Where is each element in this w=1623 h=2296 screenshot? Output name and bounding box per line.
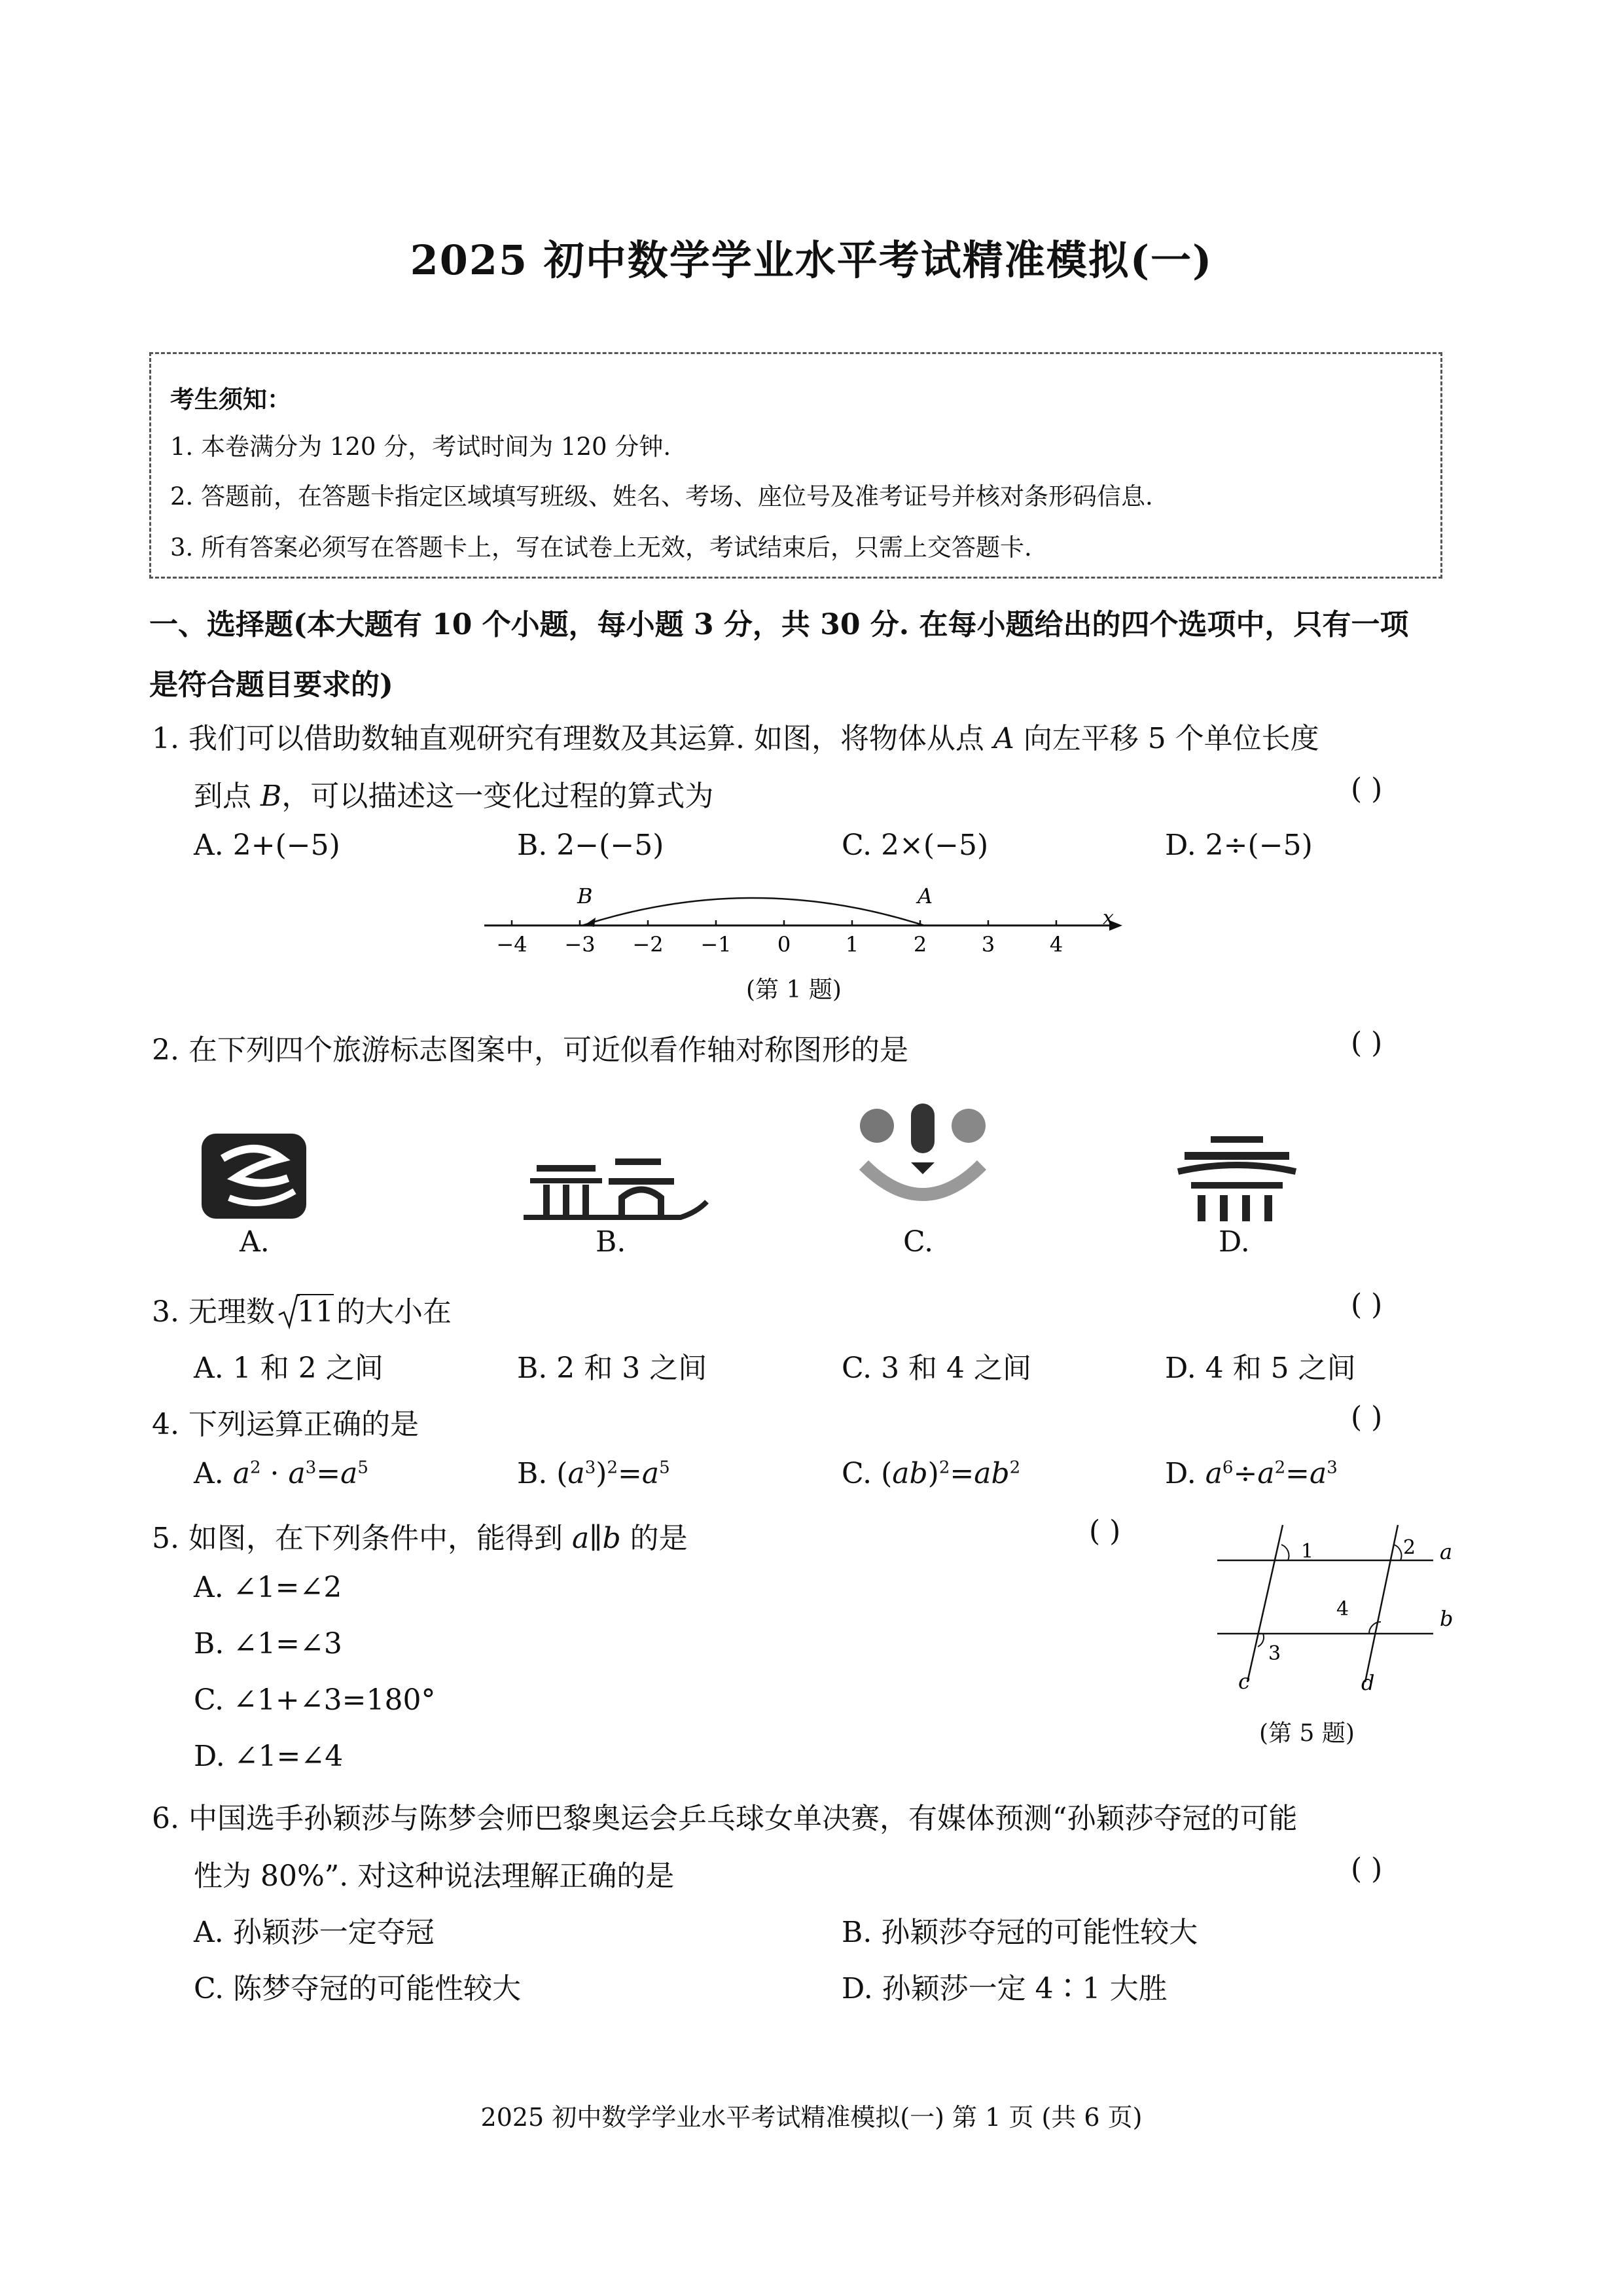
axis-tick-label: 1 <box>845 932 859 957</box>
logo-d-image <box>1165 1132 1309 1224</box>
notice-item: 1. 本卷满分为 120 分，考试时间为 120 分钟. <box>170 433 671 461</box>
q1-option-d: D. 2÷(−5) <box>1165 829 1313 862</box>
logo-c-image <box>838 1100 1008 1217</box>
q2-option-c: C. <box>903 1225 934 1259</box>
q6-option-b: B. 孙颖莎夺冠的可能性较大 <box>842 1916 1198 1949</box>
angle-4-label: 4 <box>1336 1598 1349 1621</box>
axis-tick-label: 4 <box>1049 932 1063 957</box>
arc-arrow-icon <box>584 918 596 927</box>
point-b-label: B <box>577 884 593 908</box>
answer-paren: ( ) <box>1351 1852 1383 1886</box>
angle-1-label: 1 <box>1301 1540 1314 1563</box>
q4-stem: 4. 下列运算正确的是 <box>152 1408 419 1441</box>
number-line-figure <box>471 877 1139 969</box>
axis-tick-label: −3 <box>564 932 596 957</box>
logo-a-image <box>196 1126 314 1224</box>
answer-paren: ( ) <box>1351 1026 1383 1060</box>
q1-stem: 到点 B，可以描述这一变化过程的算式为 <box>194 780 714 813</box>
q3-stem: 3. 无理数 11的大小在 <box>152 1295 452 1329</box>
q5-option-a: A. ∠1=∠2 <box>194 1571 342 1604</box>
q1-stem: 1. 我们可以借助数轴直观研究有理数及其运算. 如图，将物体从点 A 向左平移 5 个单位长度 <box>152 722 1319 755</box>
q3-option-d: D. 4 和 5 之间 <box>1165 1352 1356 1385</box>
q4-option-d: D. $a^6\div a^2=a^3$ <box>1165 1457 1338 1490</box>
page-title: 2025 初中数学学业水平考试精准模拟(一) <box>410 236 1213 284</box>
q2-option-a: A. <box>240 1225 270 1259</box>
point-a-label: A <box>918 884 933 908</box>
q4-option-a: A. $a^2 \cdot a^3=a^5$ <box>194 1457 368 1490</box>
q1-option-b: B. 2−(−5) <box>517 829 664 862</box>
axis-tick-label: −4 <box>496 932 527 957</box>
line-b-label: b <box>1440 1606 1454 1631</box>
axis-label: x <box>1103 906 1114 929</box>
q6-option-a: A. 孙颖莎一定夺冠 <box>194 1916 435 1949</box>
q5-option-b: B. ∠1=∠3 <box>194 1627 342 1660</box>
axis-tick-label: −1 <box>700 932 732 957</box>
q4-option-b: B. $(a^3)^2=a^5$ <box>517 1457 670 1490</box>
q5-stem: 5. 如图，在下列条件中，能得到 a∥b 的是 <box>152 1522 688 1555</box>
q2-stem: 2. 在下列四个旅游标志图案中，可近似看作轴对称图形的是 <box>152 1033 908 1067</box>
q3-option-a: A. 1 和 2 之间 <box>194 1352 383 1385</box>
translation-arc <box>582 898 924 925</box>
notice-item: 3. 所有答案必须写在答题卡上，写在试卷上无效，考试结束后，只需上交答题卡. <box>170 533 1032 562</box>
page-footer: 2025 初中数学学业水平考试精准模拟(一) 第 1 页 (共 6 页) <box>480 2103 1143 2132</box>
figure-caption: (第 1 题) <box>746 977 842 1003</box>
logo-b-image <box>517 1139 713 1224</box>
q3-option-c: C. 3 和 4 之间 <box>842 1352 1032 1385</box>
notice-heading: 考生须知： <box>170 385 291 414</box>
q3-radicand: 11 <box>296 1295 334 1329</box>
angle-3-label: 3 <box>1268 1642 1281 1665</box>
figure-caption: (第 5 题) <box>1259 1720 1355 1747</box>
q2-option-d: D. <box>1219 1225 1250 1259</box>
q6-option-c: C. 陈梦夺冠的可能性较大 <box>194 1972 522 2005</box>
q6-stem: 性为 80%”. 对这种说法理解正确的是 <box>194 1859 675 1893</box>
q3-option-b: B. 2 和 3 之间 <box>517 1352 707 1385</box>
q1-option-a: A. 2+(−5) <box>194 829 340 862</box>
q5-option-d: D. ∠1=∠4 <box>194 1740 344 1773</box>
axis-tick-label: 2 <box>913 932 927 957</box>
angle-2-label: 2 <box>1403 1536 1416 1559</box>
axis-tick-label: −2 <box>632 932 664 957</box>
line-c-label: c <box>1238 1669 1250 1694</box>
line-d-label: d <box>1361 1670 1375 1695</box>
parallel-lines-figure <box>1204 1505 1466 1702</box>
q4-option-c: C. $(ab)^2=ab^2$ <box>842 1457 1021 1490</box>
section-heading: 一、选择题(本大题有 10 个小题，每小题 3 分，共 30 分. 在每小题给出的四个选项中，只有一项 <box>149 608 1409 641</box>
q6-option-d: D. 孙颖莎一定 4∶1 大胜 <box>842 1972 1168 2005</box>
q5-option-c: C. ∠1+∠3=180° <box>194 1683 436 1717</box>
q6-stem: 6. 中国选手孙颖莎与陈梦会师巴黎奥运会乒乓球女单决赛，有媒体预测“孙颖莎夺冠的可能 <box>152 1802 1298 1835</box>
q2-option-b: B. <box>596 1225 626 1259</box>
answer-paren: ( ) <box>1351 772 1383 806</box>
notice-item: 2. 答题前，在答题卡指定区域填写班级、姓名、考场、座位号及准考证号并核对条形码信息. <box>170 482 1153 511</box>
axis-tick-label: 0 <box>777 932 791 957</box>
q1-option-c: C. 2×(−5) <box>842 829 989 862</box>
answer-paren: ( ) <box>1089 1515 1121 1548</box>
section-heading: 是符合题目要求的) <box>149 668 393 702</box>
answer-paren: ( ) <box>1351 1401 1383 1434</box>
line-d <box>1365 1525 1398 1682</box>
axis-tick-label: 3 <box>981 932 995 957</box>
line-a-label: a <box>1440 1539 1453 1564</box>
answer-paren: ( ) <box>1351 1288 1383 1321</box>
